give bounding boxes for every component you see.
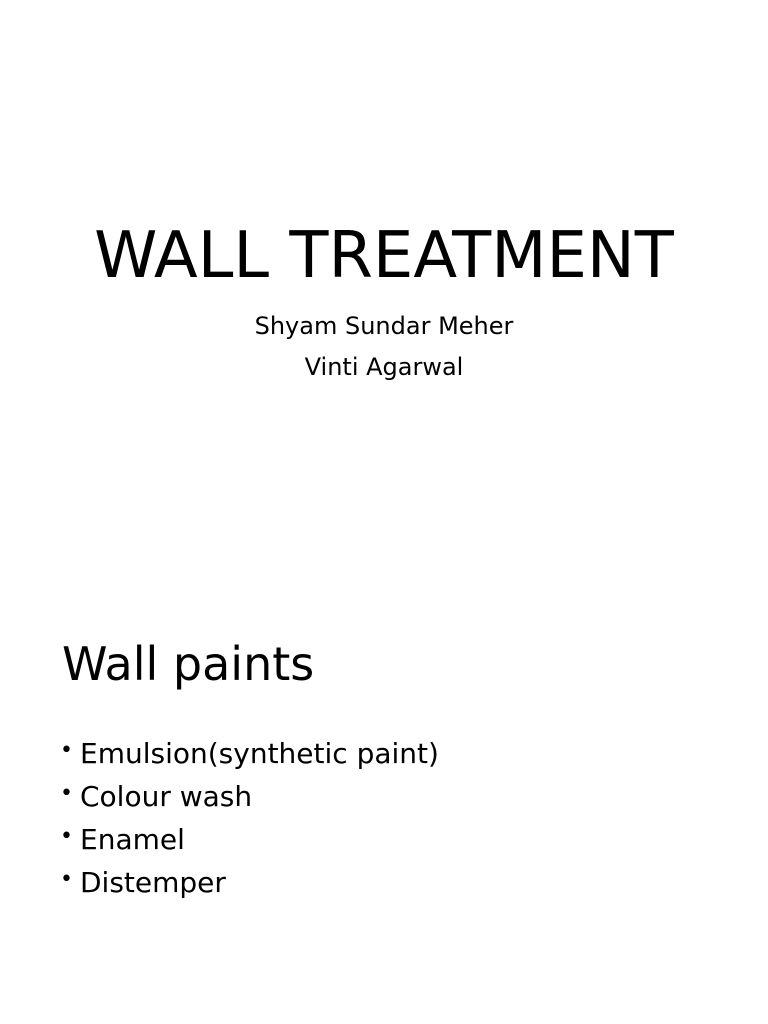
list-item (60, 775, 439, 818)
slide-heading: Wall paints (62, 637, 315, 691)
slide-title: WALL TREATMENT (94, 219, 674, 293)
list-item-text: Colour wash (80, 780, 253, 813)
author-list (0, 306, 768, 388)
list-item (60, 818, 439, 861)
content-slide (0, 576, 768, 1024)
bullet-icon: • (60, 781, 73, 806)
list-item-text: Distemper (80, 866, 226, 899)
list-item-text: Emulsion(synthetic paint) (80, 737, 439, 770)
list-item (60, 732, 439, 775)
bullet-icon: • (60, 824, 73, 849)
bullet-list (60, 732, 439, 904)
list-item (60, 861, 439, 904)
bullet-icon: • (60, 867, 73, 892)
list-item-text: Enamel (80, 823, 185, 856)
bullet-icon: • (60, 738, 73, 763)
author-name: Vinti Agarwal (304, 353, 464, 381)
author-name: Shyam Sundar Meher (254, 312, 514, 340)
